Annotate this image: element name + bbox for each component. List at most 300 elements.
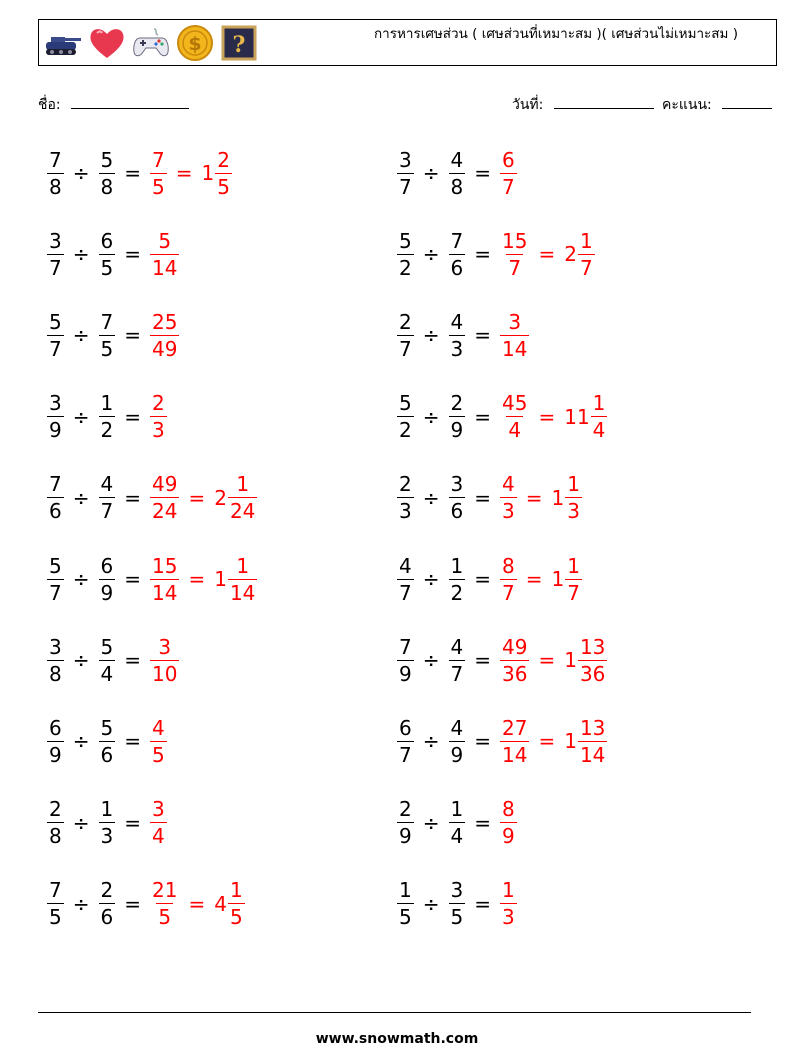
dividend-fraction: [47, 878, 64, 930]
divide-sign: ÷: [422, 648, 440, 673]
divisor-fraction: [99, 715, 116, 767]
dividend-fraction: [47, 228, 64, 280]
answer-fraction: [500, 391, 529, 443]
numerator: 13: [579, 715, 606, 740]
divide-sign: ÷: [72, 567, 90, 591]
equals-sign-mixed: =: [188, 485, 206, 510]
answer-fraction: [500, 147, 517, 199]
answer-fraction: [150, 309, 179, 361]
answer-fraction: [500, 472, 517, 524]
mixed-fraction: [228, 472, 257, 524]
numerator: 27: [502, 715, 528, 740]
numerator: 6: [399, 715, 412, 740]
numerator: 1: [567, 472, 580, 497]
date-blank: [554, 96, 654, 109]
worksheet-header: [38, 19, 777, 66]
divide-sign: ÷: [422, 323, 440, 348]
numerator: 15: [152, 553, 178, 578]
mixed-fraction: [565, 553, 582, 605]
numerator: 4: [100, 472, 114, 497]
mixed-whole-number: 11: [564, 404, 590, 429]
answer-fraction: [500, 553, 517, 605]
numerator: 4: [502, 472, 515, 497]
numerator: 7: [49, 472, 62, 497]
denominator: 2: [399, 255, 412, 280]
divisor-fraction: [449, 228, 466, 280]
heart-icon: [87, 23, 127, 63]
denominator: 5: [152, 174, 165, 199]
mixed-whole-number: 1: [564, 729, 577, 754]
denominator: 9: [49, 742, 62, 767]
denominator: 8: [49, 824, 62, 849]
mixed-whole-number: 2: [564, 242, 577, 267]
equals-sign-mixed: =: [175, 161, 193, 185]
denominator: 9: [399, 824, 412, 849]
footer-divider: [38, 1012, 751, 1013]
denominator: 5: [217, 174, 230, 199]
dividend-fraction: [397, 797, 414, 849]
dividend-fraction: [397, 634, 414, 686]
mixed-fraction: [228, 553, 257, 605]
divisor-fraction: [99, 147, 116, 199]
denominator: 3: [567, 499, 580, 524]
denominator: 5: [100, 255, 114, 280]
numerator: 4: [450, 634, 464, 659]
denominator: 3: [100, 824, 114, 849]
question-block-icon: [219, 23, 259, 63]
answer-fraction: [150, 391, 167, 443]
denominator: 8: [49, 661, 62, 686]
denominator: 7: [49, 255, 62, 280]
score-blank: [722, 96, 772, 109]
dividend-fraction: [397, 553, 414, 605]
denominator: 6: [49, 499, 62, 524]
score-label: คะแนน:: [662, 97, 712, 113]
numerator: 49: [152, 472, 178, 497]
equals-sign: =: [474, 323, 491, 348]
problem-19: [45, 874, 247, 934]
denominator: 7: [399, 336, 412, 361]
divisor-fraction: [99, 797, 116, 849]
numerator: 2: [217, 147, 230, 172]
divisor-fraction: [449, 309, 466, 361]
date-label: วันที่:: [512, 97, 544, 113]
mixed-whole-number: 1: [201, 161, 215, 185]
problem-13: [45, 630, 181, 690]
denominator: 7: [399, 742, 412, 767]
answer-fraction: [500, 634, 529, 686]
denominator: 10: [152, 661, 178, 686]
numerator: 2: [152, 391, 165, 416]
numerator: 2: [399, 472, 412, 497]
numerator: 6: [49, 715, 62, 740]
equals-sign: =: [474, 242, 491, 267]
denominator: 14: [152, 255, 178, 280]
denominator: 6: [100, 905, 114, 930]
numerator: 5: [100, 147, 114, 172]
svg-text:?: ?: [232, 32, 246, 58]
numerator: 1: [100, 797, 114, 822]
equals-sign: =: [474, 161, 491, 185]
denominator: 7: [399, 174, 412, 199]
numerator: 7: [450, 228, 464, 253]
denominator: 7: [579, 255, 593, 280]
problem-16: [395, 711, 609, 771]
equals-sign: =: [474, 404, 491, 429]
numerator: 1: [450, 553, 464, 578]
answer-fraction: [150, 715, 167, 767]
equals-sign-mixed: =: [188, 567, 206, 591]
equals-sign: =: [124, 404, 141, 429]
denominator: 7: [502, 174, 515, 199]
equals-sign: =: [474, 891, 491, 916]
numerator: 3: [49, 391, 62, 416]
mixed-whole-number: 2: [214, 485, 227, 510]
answer-fraction: [150, 553, 179, 605]
numerator: 8: [502, 553, 515, 578]
numerator: 5: [158, 228, 172, 253]
score-field: [662, 94, 772, 116]
divisor-fraction: [99, 472, 116, 524]
answer-fraction: [150, 634, 179, 686]
answer-fraction: [150, 797, 167, 849]
mixed-whole-number: 1: [551, 567, 565, 591]
denominator: 4: [100, 661, 114, 686]
mixed-fraction: [578, 715, 607, 767]
equals-sign: =: [124, 891, 141, 916]
denominator: 5: [229, 905, 243, 930]
numerator: 4: [399, 553, 412, 578]
numerator: 1: [236, 553, 250, 578]
divisor-fraction: [99, 228, 116, 280]
problem-7: [45, 387, 169, 447]
denominator: 5: [152, 742, 165, 767]
equals-sign-mixed: =: [538, 404, 556, 429]
gamepad-icon: [131, 23, 171, 63]
denominator: 3: [502, 499, 515, 524]
denominator: 7: [450, 661, 464, 686]
name-field: [38, 94, 189, 116]
denominator: 2: [399, 418, 412, 443]
numerator: 8: [502, 797, 515, 822]
problem-14: [395, 630, 609, 690]
numerator: 4: [152, 715, 165, 740]
divide-sign: ÷: [72, 729, 90, 754]
equals-sign: =: [474, 648, 491, 673]
dividend-fraction: [397, 309, 414, 361]
numerator: 2: [450, 391, 464, 416]
denominator: 7: [100, 499, 114, 524]
problem-3: [45, 224, 181, 284]
numerator: 4: [450, 147, 464, 172]
numerator: 4: [450, 309, 464, 334]
tank-icon: [43, 23, 83, 63]
equals-sign: =: [124, 810, 141, 835]
divide-sign: ÷: [72, 891, 90, 916]
dividend-fraction: [47, 147, 64, 199]
footer-url: www.snowmath.com: [315, 1031, 479, 1047]
dividend-fraction: [397, 228, 414, 280]
denominator: 5: [49, 905, 62, 930]
denominator: 9: [450, 742, 464, 767]
denominator: 3: [399, 499, 412, 524]
numerator: 25: [152, 309, 178, 334]
numerator: 2: [49, 797, 62, 822]
denominator: 8: [49, 174, 62, 199]
date-field: [512, 94, 654, 116]
name-label: ชื่อ:: [38, 97, 61, 113]
equals-sign: =: [474, 810, 491, 835]
numerator: 1: [399, 878, 412, 903]
problem-17: [45, 793, 169, 853]
answer-fraction: [150, 147, 167, 199]
numerator: 3: [49, 228, 62, 253]
dollar-coin-icon: [175, 23, 215, 63]
numerator: 1: [567, 553, 580, 578]
numerator: 1: [450, 797, 464, 822]
numerator: 3: [152, 797, 165, 822]
answer-fraction: [500, 878, 517, 930]
problem-5: [45, 305, 181, 365]
name-blank: [71, 96, 189, 109]
denominator: 8: [100, 174, 114, 199]
dividend-fraction: [397, 391, 414, 443]
denominator: 9: [49, 418, 62, 443]
equals-sign: =: [124, 323, 141, 348]
denominator: 4: [152, 824, 165, 849]
mixed-whole-number: 1: [551, 485, 565, 510]
denominator: 7: [399, 580, 412, 605]
mixed-whole-number: 1: [214, 567, 227, 591]
mixed-fraction: [578, 634, 607, 686]
denominator: 14: [152, 580, 178, 605]
numerator: 1: [236, 472, 250, 497]
denominator: 4: [508, 418, 522, 443]
denominator: 9: [399, 661, 412, 686]
divisor-fraction: [99, 309, 116, 361]
denominator: 36: [502, 661, 528, 686]
denominator: 7: [567, 580, 580, 605]
equals-sign-mixed: =: [525, 485, 543, 510]
problem-6: [395, 305, 531, 365]
denominator: 36: [579, 661, 606, 686]
denominator: 3: [450, 336, 464, 361]
equals-sign: =: [124, 485, 141, 510]
numerator: 15: [502, 228, 528, 253]
denominator: 5: [450, 905, 464, 930]
mixed-fraction: [565, 472, 582, 524]
divide-sign: ÷: [72, 404, 90, 429]
divisor-fraction: [449, 391, 466, 443]
problem-20: [395, 874, 519, 934]
denominator: 3: [502, 905, 515, 930]
dividend-fraction: [47, 715, 64, 767]
divide-sign: ÷: [72, 161, 90, 185]
divide-sign: ÷: [422, 567, 440, 591]
answer-fraction: [150, 228, 179, 280]
equals-sign: =: [124, 567, 141, 591]
denominator: 6: [100, 742, 114, 767]
answer-fraction: [500, 715, 529, 767]
denominator: 5: [399, 905, 412, 930]
denominator: 14: [502, 336, 528, 361]
divisor-fraction: [99, 878, 116, 930]
numerator: 3: [49, 634, 62, 659]
dividend-fraction: [47, 634, 64, 686]
divisor-fraction: [99, 391, 116, 443]
denominator: 7: [49, 336, 62, 361]
equals-sign: =: [124, 161, 141, 185]
divisor-fraction: [449, 797, 466, 849]
dividend-fraction: [47, 472, 64, 524]
numerator: 21: [152, 878, 178, 903]
denominator: 2: [450, 580, 464, 605]
denominator: 49: [152, 336, 178, 361]
numerator: 1: [502, 878, 515, 903]
divide-sign: ÷: [72, 242, 90, 267]
dividend-fraction: [47, 391, 64, 443]
denominator: 9: [100, 580, 114, 605]
mixed-fraction: [228, 878, 245, 930]
numerator: 7: [49, 878, 62, 903]
answer-fraction: [150, 878, 179, 930]
denominator: 14: [579, 742, 606, 767]
divide-sign: ÷: [422, 891, 440, 916]
denominator: 7: [502, 580, 515, 605]
equals-sign: =: [124, 242, 141, 267]
divide-sign: ÷: [72, 485, 90, 510]
numerator: 4: [450, 715, 464, 740]
denominator: 5: [100, 336, 114, 361]
numerator: 5: [49, 309, 62, 334]
mixed-fraction: [215, 147, 232, 199]
denominator: 24: [152, 499, 178, 524]
numerator: 6: [100, 553, 114, 578]
answer-fraction: [500, 228, 529, 280]
numerator: 7: [399, 634, 412, 659]
mixed-fraction: [591, 391, 608, 443]
divisor-fraction: [99, 634, 116, 686]
numerator: 7: [100, 309, 114, 334]
answer-fraction: [500, 797, 517, 849]
denominator: 7: [508, 255, 522, 280]
denominator: 4: [450, 824, 464, 849]
problem-1: [45, 143, 234, 203]
numerator: 45: [502, 391, 528, 416]
worksheet-title: การหารเศษส่วน ( เศษส่วนที่เหมาะสม )( เศษส่วนไม่เหมาะสม ): [373, 26, 738, 42]
numerator: 5: [100, 715, 114, 740]
divisor-fraction: [449, 147, 466, 199]
numerator: 1: [100, 391, 114, 416]
divide-sign: ÷: [72, 323, 90, 348]
answer-fraction: [500, 309, 529, 361]
divide-sign: ÷: [422, 485, 440, 510]
mixed-whole-number: 4: [214, 891, 227, 916]
dividend-fraction: [397, 878, 414, 930]
numerator: 1: [229, 878, 243, 903]
numerator: 7: [152, 147, 165, 172]
divide-sign: ÷: [422, 810, 440, 835]
header-icons: [43, 23, 259, 63]
dividend-fraction: [47, 553, 64, 605]
divisor-fraction: [449, 553, 466, 605]
numerator: 6: [100, 228, 114, 253]
dividend-fraction: [397, 715, 414, 767]
equals-sign-mixed: =: [188, 891, 206, 916]
answer-fraction: [150, 472, 179, 524]
numerator: 3: [450, 472, 464, 497]
numerator: 5: [399, 391, 412, 416]
numerator: 2: [100, 878, 114, 903]
equals-sign: =: [474, 729, 491, 754]
numerator: 3: [158, 634, 172, 659]
numerator: 49: [502, 634, 528, 659]
svg-text:$: $: [188, 33, 202, 55]
numerator: 2: [399, 797, 412, 822]
mixed-fraction: [578, 228, 595, 280]
divisor-fraction: [449, 472, 466, 524]
divisor-fraction: [99, 553, 116, 605]
dividend-fraction: [47, 797, 64, 849]
denominator: 5: [158, 905, 172, 930]
divisor-fraction: [449, 878, 466, 930]
divide-sign: ÷: [422, 404, 440, 429]
divide-sign: ÷: [422, 242, 440, 267]
equals-sign-mixed: =: [525, 567, 543, 591]
problem-11: [45, 549, 259, 609]
denominator: 7: [49, 580, 62, 605]
denominator: 6: [450, 255, 464, 280]
divisor-fraction: [449, 634, 466, 686]
problem-8: [395, 387, 609, 447]
mixed-whole-number: 1: [564, 648, 577, 673]
equals-sign: =: [474, 485, 491, 510]
equals-sign-mixed: =: [538, 648, 556, 673]
divide-sign: ÷: [72, 810, 90, 835]
problem-18: [395, 793, 519, 853]
problem-15: [45, 711, 169, 771]
divide-sign: ÷: [72, 648, 90, 673]
divisor-fraction: [449, 715, 466, 767]
denominator: 3: [152, 418, 165, 443]
numerator: 13: [579, 634, 606, 659]
denominator: 14: [229, 580, 256, 605]
numerator: 5: [100, 634, 114, 659]
divide-sign: ÷: [422, 729, 440, 754]
denominator: 14: [502, 742, 528, 767]
problem-12: [395, 549, 584, 609]
numerator: 5: [399, 228, 412, 253]
equals-sign-mixed: =: [538, 242, 556, 267]
equals-sign: =: [124, 648, 141, 673]
divide-sign: ÷: [422, 161, 440, 185]
dividend-fraction: [47, 309, 64, 361]
problem-4: [395, 224, 597, 284]
denominator: 6: [450, 499, 464, 524]
denominator: 4: [592, 418, 606, 443]
numerator: 1: [579, 228, 593, 253]
numerator: 3: [399, 147, 412, 172]
dividend-fraction: [397, 147, 414, 199]
problem-9: [45, 468, 259, 528]
denominator: 9: [450, 418, 464, 443]
denominator: 2: [100, 418, 114, 443]
numerator: 5: [49, 553, 62, 578]
numerator: 3: [508, 309, 522, 334]
problem-10: [395, 468, 584, 528]
denominator: 24: [229, 499, 256, 524]
numerator: 7: [49, 147, 62, 172]
